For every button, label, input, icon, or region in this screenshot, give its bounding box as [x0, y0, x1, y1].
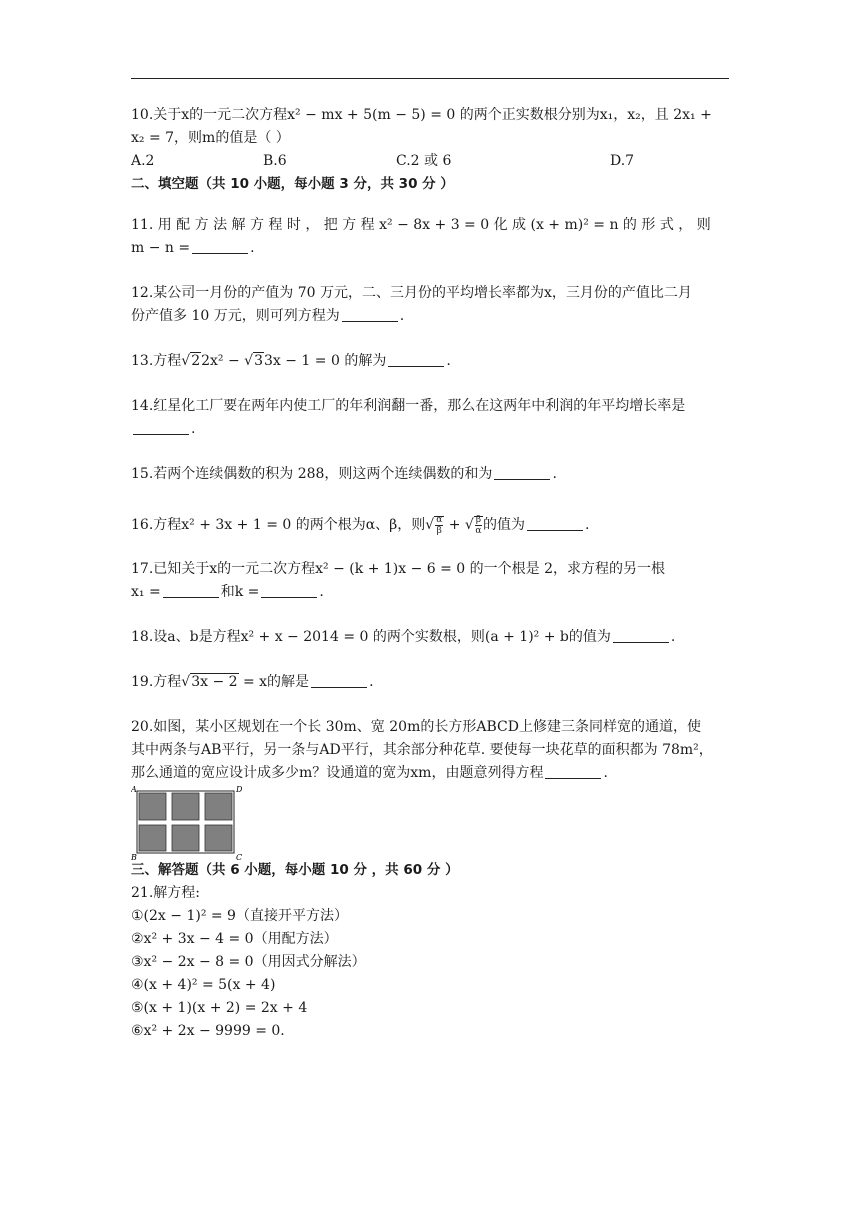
- garden-plot: [172, 825, 199, 851]
- answer-blank: [192, 239, 248, 254]
- option-c: C.2 或 6: [396, 153, 452, 169]
- question-21: [131, 882, 729, 1043]
- q12-line1: 12.某公司一月份的产值为 70 万元，二、三月份的平均增长率都为x，三月份的产值比二月: [131, 285, 692, 301]
- garden-plot: [172, 793, 199, 820]
- document-body: [131, 104, 729, 1043]
- header-rule: [131, 78, 729, 79]
- question-19: 19.方程√3x − 2 = x的解是 .: [131, 671, 729, 694]
- q10-line1: 10.关于x的一元二次方程x² − mx + 5(m − 5) = 0 的两个正实数根分别为x₁，x₂，且 2x₁ +: [131, 107, 712, 123]
- q21-item-6: ⑥x² + 2x − 9999 = 0.: [131, 1023, 285, 1039]
- vertex-a: A: [131, 785, 137, 794]
- garden-plot: [139, 825, 166, 851]
- garden-plot: [139, 793, 166, 820]
- section-2-heading: 二、填空题（共 10 小题，每小题 3 分，共 30 分 ）: [131, 176, 454, 192]
- q21-item-4: ④(x + 4)² = 5(x + 4): [131, 977, 276, 993]
- answer-blank: [613, 628, 669, 643]
- q10-line2: x₂ = 7，则m的值是（ ）: [131, 130, 290, 146]
- q21-item-2: ②x² + 3x − 4 = 0（用配方法）: [131, 931, 338, 947]
- vertex-c: C: [236, 853, 243, 861]
- sqrt-3x-2: √3x − 2: [181, 674, 238, 690]
- option-d: D.7: [610, 153, 635, 169]
- vertex-b: B: [131, 853, 137, 861]
- answer-blank: [133, 420, 189, 435]
- sqrt-2: √2: [181, 353, 201, 369]
- q21-title: 21.解方程:: [131, 885, 200, 901]
- sqrt-beta-over-alpha: √ $\frac{\beta}{\alpha}$: [464, 514, 482, 536]
- question-15: 15.若两个连续偶数的积为 288，则这两个连续偶数的和为 .: [131, 466, 557, 482]
- garden-plot: [205, 793, 232, 820]
- question-20: [131, 716, 729, 859]
- q20-line2: 其中两条与AB平行，另一条与AD平行，其余部分种花草. 要使每一块花草的面积都为 78m²，: [131, 742, 713, 758]
- option-b: B.6: [263, 153, 287, 169]
- answer-blank-k: [261, 583, 317, 598]
- question-14: 14.红星化工厂要在两年内使工厂的年利润翻一番，那么在这两年中利润的年平均增长率是 .: [131, 395, 729, 441]
- q21-item-5: ⑤(x + 1)(x + 2) = 2x + 4: [131, 1000, 308, 1016]
- q14-line1: 14.红星化工厂要在两年内使工厂的年利润翻一番，那么在这两年中利润的年平均增长率是: [131, 398, 686, 414]
- vertex-d: D: [236, 785, 243, 794]
- question-11: [131, 214, 729, 260]
- q11-line2: m − n = .: [131, 240, 255, 256]
- option-a: A.2: [131, 153, 155, 169]
- answer-blank: [311, 673, 367, 688]
- question-13: 13.方程√22x² − √33x − 1 = 0 的解为 .: [131, 350, 729, 373]
- sqrt-3: √3: [244, 353, 263, 369]
- question-18: 18.设a、b是方程x² + x − 2014 = 0 的两个实数根，则(a + 1)² + b的值为 .: [131, 629, 676, 645]
- q20-line1: 20.如图，某小区规划在一个长 30m、宽 20m的长方形ABCD上修建三条同样宽的通道，使: [131, 719, 701, 735]
- q11-line1: 11. 用 配 方 法 解 方 程 时 ， 把 方 程 x² − 8x + 3 = 0 化 成 (x + m)² = n 的 形 式 ， 则: [131, 217, 711, 233]
- q20-figure: [131, 785, 251, 859]
- garden-diagram: [131, 785, 251, 861]
- answer-blank: [545, 764, 601, 779]
- answer-blank: [527, 516, 583, 531]
- q20-line3: 那么通道的宽应设计成多少m？设通道的宽为xm，由题意列得方程 .: [131, 765, 608, 781]
- q17-line1: 17.已知关于x的一元二次方程x² − (k + 1)x − 6 = 0 的一个根是 2，求方程的另一根: [131, 561, 666, 577]
- question-17: 17.已知关于x的一元二次方程x² − (k + 1)x − 6 = 0 的一个根是 2，求方程的另一根 x₁ = 和k = .: [131, 558, 729, 604]
- answer-blank-x1: [163, 583, 219, 598]
- answer-blank: [342, 307, 398, 322]
- question-12: [131, 282, 729, 328]
- section-3-heading: 三、解答题（共 6 小题，每小题 10 分 ，共 60 分 ）: [131, 862, 459, 878]
- q21-item-1: ①(2x − 1)² = 9（直接开平方法）: [131, 908, 348, 924]
- q12-line2: 份产值多 10 万元，则可列方程为 .: [131, 308, 405, 324]
- q21-item-3: ③x² − 2x − 8 = 0（用因式分解法）: [131, 954, 366, 970]
- q10-options: [131, 150, 729, 173]
- garden-plot: [205, 825, 232, 851]
- question-16: 16.方程x² + 3x + 1 = 0 的两个根为α、β，则√ $\frac{\alpha}{\beta}$ + √ $\frac{\beta}{\alpha}$ 的值为 .: [131, 510, 729, 540]
- sqrt-alpha-over-beta: √ $\frac{\alpha}{\beta}$: [425, 514, 443, 536]
- question-10: [131, 104, 729, 173]
- answer-blank: [494, 465, 550, 480]
- answer-blank: [388, 352, 444, 367]
